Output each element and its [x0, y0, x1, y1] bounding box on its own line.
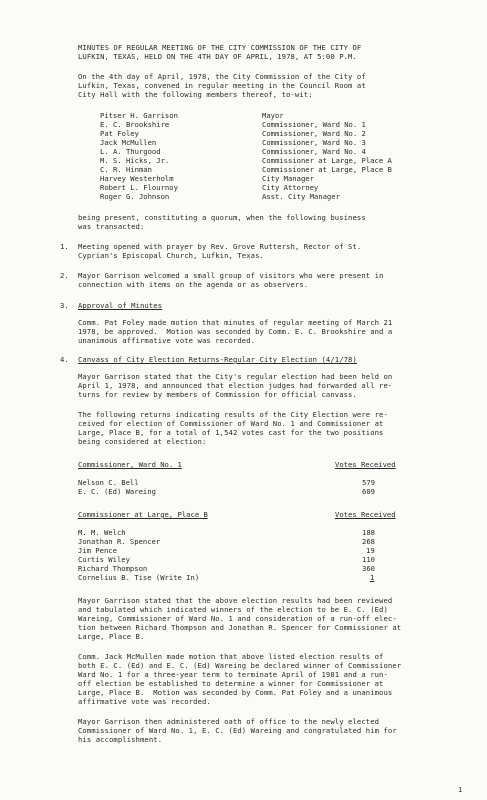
- closing-line: affirmative vote was recorded.: [78, 697, 211, 706]
- member-title: Commissioner, Ward No. 2: [262, 129, 366, 138]
- item-number: 1.: [60, 242, 69, 251]
- candidate-votes: 1: [370, 573, 375, 582]
- member-name: M. S. Hicks, Jr.: [100, 156, 170, 165]
- item-line: Meeting opened with prayer by Rev. Grove Ruttersh, Rector of St.: [78, 242, 362, 251]
- intro-line: City Hall with the following members thereof, to-wit:: [78, 90, 313, 99]
- quorum-line: was transacted:: [78, 222, 145, 231]
- intro-line: On the 4th day of April, 1978, the City Commission of the City of: [78, 72, 366, 81]
- candidate-name: Jonathan R. Spencer: [78, 537, 161, 546]
- member-title: Asst. City Manager: [262, 192, 340, 201]
- candidate-votes: 268: [362, 537, 375, 546]
- member-title: City Attorney: [262, 183, 319, 192]
- member-title: Commissioner at Large, Place B: [262, 165, 392, 174]
- member-name: Harvey Westerholm: [100, 174, 174, 183]
- member-name: Jack McMullen: [100, 138, 157, 147]
- candidate-votes: 579: [362, 478, 375, 487]
- item-line: Mayor Garrison stated that the City's regular election had been held on: [78, 372, 393, 381]
- item-line: Comm. Pat Foley made motion that minutes of regular meeting of March 21: [78, 318, 393, 327]
- candidate-name: Nelson C. Bell: [78, 478, 139, 487]
- item-line: turns for review by members of Commission for official canvass.: [78, 390, 357, 399]
- member-name: L. A. Thurgood: [100, 147, 161, 156]
- candidate-name: M. M. Welch: [78, 528, 126, 537]
- header-line-1: MINUTES OF REGULAR MEETING OF THE CITY COMMISSION OF THE CITY OF: [78, 43, 362, 52]
- member-title: Commissioner, Ward No. 1: [262, 120, 366, 129]
- candidate-votes: 360: [362, 564, 375, 573]
- item-line: unanimous affirmative vote was recorded.: [78, 336, 256, 345]
- item-line: connection with items on the agenda or as observers.: [78, 280, 309, 289]
- votes-heading: Votes Received: [335, 510, 396, 519]
- member-name: C. R. Hinman: [100, 165, 152, 174]
- closing-line: Comm. Jack McMullen made motion that above listed election results of: [78, 652, 384, 661]
- member-title: City Manager: [262, 174, 314, 183]
- member-title: Commissioner, Ward No. 4: [262, 147, 366, 156]
- closing-line: both E. C. (Ed) and E. C. (Ed) Wareing be declared winner of Commissioner: [78, 661, 402, 670]
- closing-line: off election be established to determine a winner for Commissioner at: [78, 679, 384, 688]
- item-heading: Approval of Minutes: [78, 301, 163, 310]
- candidate-name: Curtis Wiley: [78, 555, 130, 564]
- closing-line: tion between Richard Thompson and Jonathan R. Spencer for Commissioner at: [78, 623, 402, 632]
- candidate-votes: 609: [362, 487, 375, 496]
- item-line: 1978, be approved. Motion was seconded by Comm. E. C. Brookshire and a: [78, 327, 393, 336]
- closing-line: his accomplishment.: [78, 735, 163, 744]
- closing-line: Mayor Garrison stated that the above election results had been reviewed: [78, 596, 393, 605]
- candidate-votes: 188: [362, 528, 375, 537]
- member-name: Robert L. Flournoy: [100, 183, 178, 192]
- item-heading: Canvass of City Election Returns-Regular City Election (4/1/78): [78, 355, 357, 364]
- quorum-line: being present, constituting a quorum, when the following business: [78, 213, 366, 222]
- closing-line: Ward No. 1 for a three-year term to terminate April of 1981 and a run-: [78, 670, 388, 679]
- intro-line: Lufkin, Texas, convened in regular meeting in the Council Room at: [78, 81, 366, 90]
- item-number: 2.: [60, 271, 69, 280]
- item-line: Mayor Garrison welcomed a small group of visitors who were present in: [78, 271, 384, 280]
- item-number: 3.: [60, 301, 69, 310]
- item-line: April 1, 1978, and announced that election judges had forwarded all re-: [78, 381, 393, 390]
- header-line-2: LUFKIN, TEXAS, HELD ON THE 4TH DAY OF APRIL, 1978, AT 5:00 P.M.: [78, 52, 357, 61]
- member-name: Pitser H. Garrison: [100, 111, 178, 120]
- votes-heading: Votes Received: [335, 460, 396, 469]
- member-title: Commissioner at Large, Place A: [262, 156, 392, 165]
- candidate-name: E. C. (Ed) Wareing: [78, 487, 156, 496]
- closing-line: Mayor Garrison then administered oath of office to the newly elected: [78, 717, 380, 726]
- candidate-name: Jim Pence: [78, 546, 117, 555]
- candidate-votes: 110: [362, 555, 375, 564]
- item-number: 4.: [60, 355, 69, 364]
- member-name: Roger G. Johnson: [100, 192, 170, 201]
- tabulation-line: being considered at election:: [78, 437, 207, 446]
- page-mark: 1: [458, 786, 463, 794]
- candidate-votes: 19: [366, 546, 375, 555]
- member-title: Mayor: [262, 111, 284, 120]
- atlarge-heading: Commissioner at Large, Place B: [78, 510, 208, 519]
- member-name: E. C. Brookshire: [100, 120, 170, 129]
- ward1-heading: Commissioner, Ward No. 1: [78, 460, 182, 469]
- closing-line: Wareing, Commissioner of Ward No. 1 and consideration of a run-off elec-: [78, 614, 397, 623]
- candidate-name: Cornelius B. Tise (Write In): [78, 573, 200, 582]
- closing-line: Large, Place B. Motion was seconded by Comm. Pat Foley and a unanimous: [78, 688, 393, 697]
- closing-line: Commissioner of Ward No. 1, E. C. (Ed) Wareing and congratulated him for: [78, 726, 397, 735]
- tabulation-line: Large, Place B, for a total of 1,542 votes cast for the two positions: [78, 428, 384, 437]
- item-line: Cyprian's Episcopal Church, Lufkin, Texas.: [78, 251, 264, 260]
- member-name: Pat Foley: [100, 129, 139, 138]
- closing-line: and tabulated which indicated winners of the election to be E. C. (Ed): [78, 605, 388, 614]
- member-title: Commissioner, Ward No. 3: [262, 138, 366, 147]
- candidate-name: Richard Thompson: [78, 564, 148, 573]
- tabulation-line: The following returns indicating results of the City Election were re-: [78, 410, 388, 419]
- tabulation-line: ceived for election of Commissioner of Ward No. 1 and Commissioner at: [78, 419, 384, 428]
- closing-line: Large, Place B.: [78, 632, 145, 641]
